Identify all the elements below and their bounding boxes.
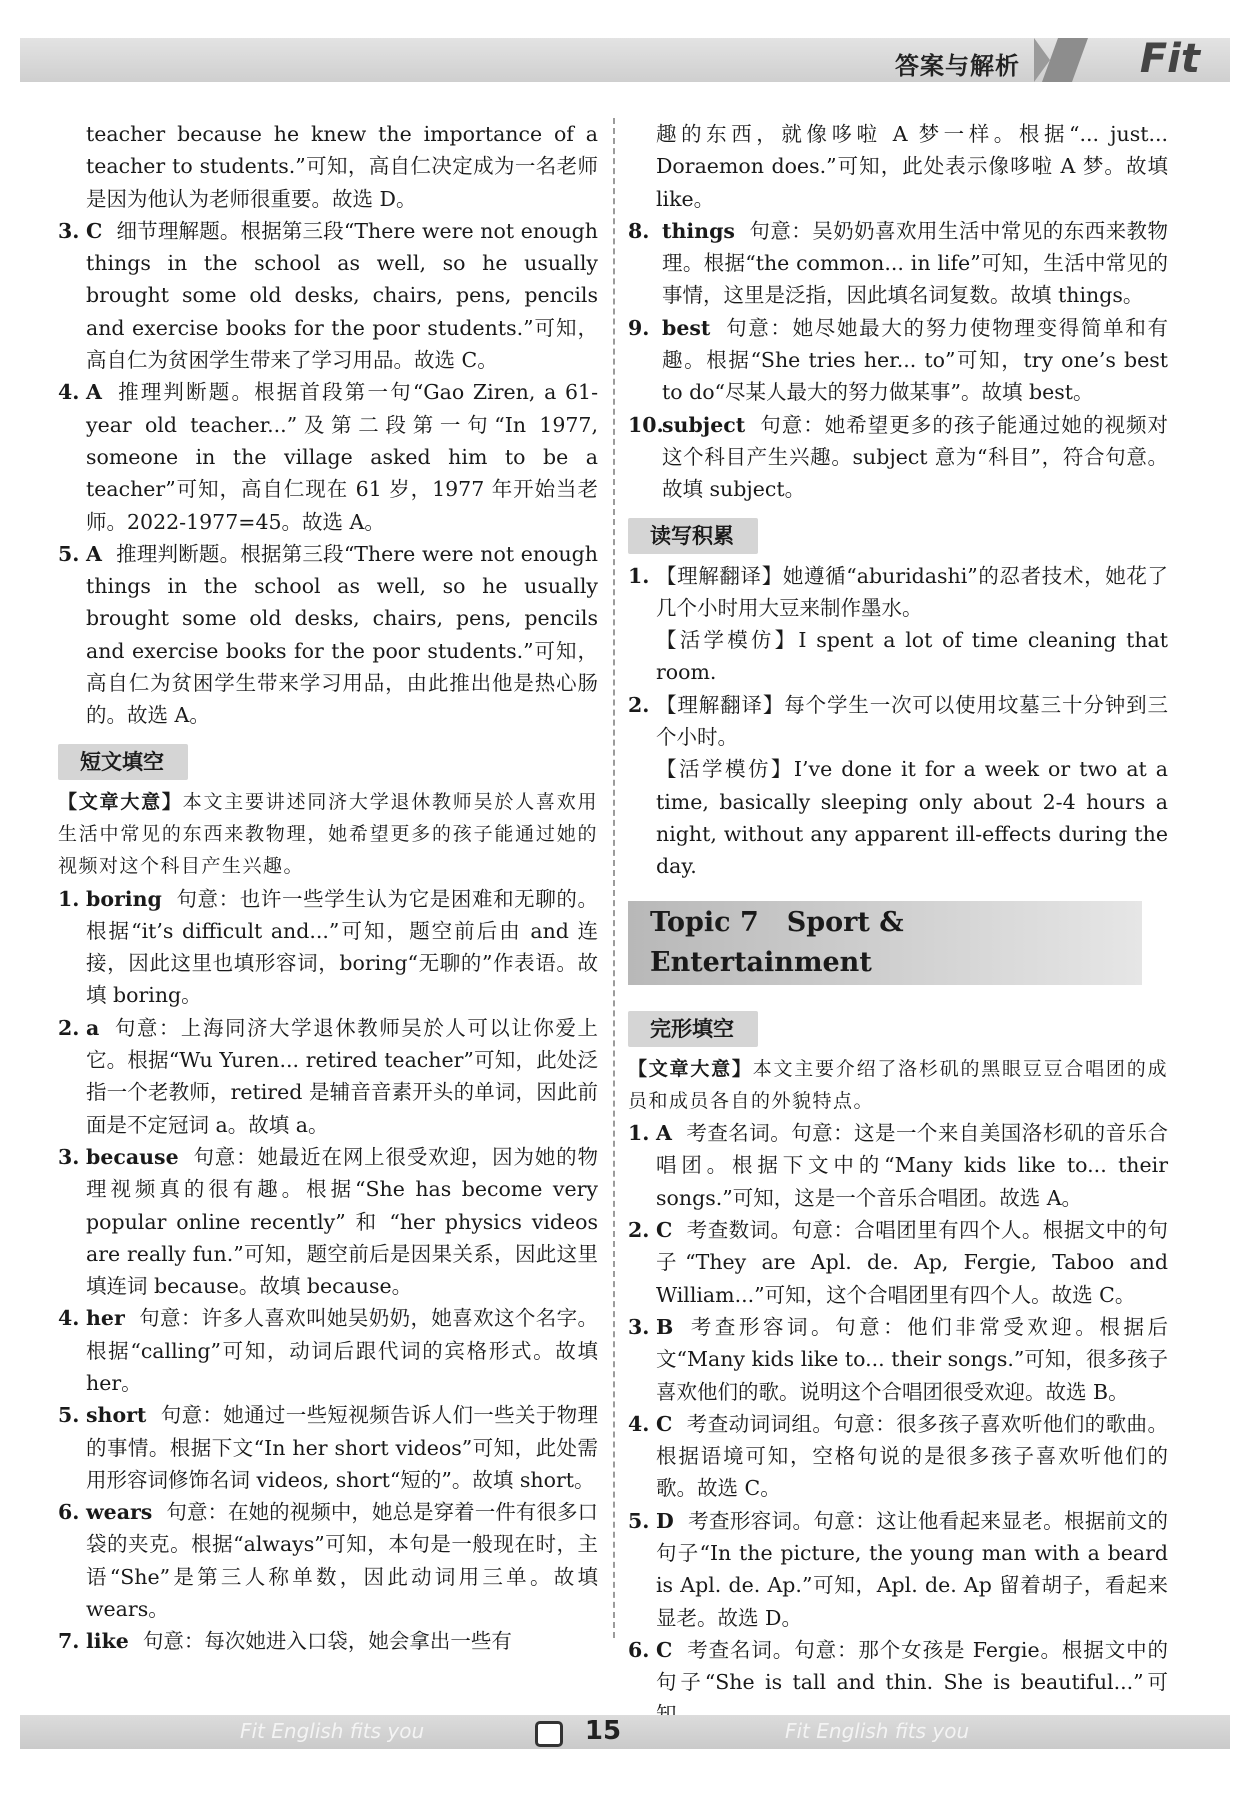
explanation-text: 推理判断题。根据第三段“There were not enough things in the school as well, so he usually brought some old desks, chairs, pens, pencils and exercise books for the poor students.”可知，高自仁为贫困学生带来学习用品，由此推出他是热心肠的。故选 A。	[86, 541, 598, 728]
item-number: 1.	[628, 563, 650, 588]
cloze-answers	[628, 1117, 1168, 1731]
item-number: 7.	[58, 1629, 80, 1654]
answer-item	[58, 1399, 598, 1496]
explanation-text: 句意：她尽她最大的努力使物理变得简单和有趣。根据“She tries her... to”可知，try one’s best to do“尽某人最大的努力做某事”。故填 best。	[662, 315, 1168, 405]
explanation-text: 考查形容词。句意：这让他看起来显老。根据前文的句子“In the picture, the young man with a beard is Apl. de. Ap.”可知，Apl. de. Ap 留着胡子，看起来显老。故选 D。	[656, 1508, 1168, 1630]
answer-item	[58, 1141, 598, 1302]
answer-item	[58, 538, 598, 732]
answer-key: short	[86, 1403, 147, 1428]
topic-number: Topic 7	[650, 906, 759, 938]
section-title-fill: 短文填空	[58, 744, 188, 780]
header-title: 答案与解析	[895, 52, 1020, 80]
summary-text: 本文主要讲述同济大学退休教师吴於人喜欢用生活中常见的东西来教物理，她希望更多的孩子能通过她的视频对这个科目产生兴趣。	[58, 790, 598, 878]
explanation-text: 考查动词词组。句意：很多孩子喜欢听他们的歌曲。根据语境可知，空格句说的是很多孩子喜欢听他们的歌。故选 C。	[656, 1411, 1168, 1501]
item-number: 3.	[628, 1314, 650, 1339]
answer-item	[628, 312, 1168, 409]
fit-logo: Fit	[1139, 36, 1200, 82]
answer-item	[628, 409, 1168, 506]
answer-key: things	[662, 218, 735, 243]
reading-answers	[58, 215, 598, 732]
footer-slogan-right: Fit English fits you	[785, 1719, 970, 1743]
answer-item	[628, 215, 1168, 312]
answer-item	[58, 376, 598, 537]
imitate-text: I’ve done it for a week or two at a time, basically sleeping only about 2-4 hours a night, without any apparent ill-effects during the day.	[656, 757, 1169, 879]
imitate-label: 【活学模仿】	[656, 628, 799, 653]
fill-answers-continued	[628, 215, 1168, 506]
answer-key: C	[86, 218, 103, 243]
item-number: 2.	[58, 1015, 80, 1040]
answer-key: because	[86, 1144, 179, 1169]
item-number: 3.	[58, 218, 80, 243]
answer-key: C	[656, 1637, 673, 1662]
item-number: 1.	[628, 1121, 650, 1146]
left-column	[58, 118, 598, 1658]
explanation-text: 考查数词。句意：合唱团里有四个人。根据文中的句子“They are Apl. de. Ap, Fergie, Taboo and William...”可知，这个合唱团里有四个人。故选 C。	[656, 1218, 1168, 1307]
answer-key: A	[86, 541, 102, 566]
item-number: 2.	[628, 692, 650, 717]
answer-item	[628, 1214, 1168, 1311]
explanation-text: 句意：她通过一些短视频告诉人们一些关于物理的事情。根据下文“In her short videos”可知，此处需用形容词修饰名词 videos, short“短的”。故填 short。	[86, 1403, 598, 1492]
item-number: 5.	[58, 541, 80, 566]
item-number: 4.	[58, 380, 80, 405]
answer-key: C	[656, 1218, 673, 1243]
answer-item	[628, 1311, 1168, 1408]
item-number: 4.	[628, 1411, 650, 1436]
answer-item	[58, 1625, 598, 1657]
answer-key: boring	[86, 886, 162, 911]
explanation-text: 推理判断题。根据首段第一句“Gao Ziren, a 61-year old teacher...”及第二段第一句“In 1977, someone in the village asked him to be a teacher”可知，高自仁现在 61 岁，1977 年开始当老师。2022-1977=45。故选 A。	[86, 380, 598, 534]
explanation-text: 句意：每次她进入口袋，她会拿出一些有	[142, 1629, 512, 1654]
explanation-text: 句意：她最近在网上很受欢迎，因为她的物理视频真的很有趣。根据“She has become very popular online recently” 和 “her physics videos are really fun.”可知，题空前后是因果关系，因此这里填连词 because。故填 because。	[86, 1144, 598, 1299]
answer-key: her	[86, 1306, 125, 1331]
item-number: 6.	[58, 1500, 80, 1525]
explanation-text: 考查形容词。句意：他们非常受欢迎。根据后文“Many kids like to... their songs.”可知，很多孩子喜欢他们的歌。说明这个合唱团很受欢迎。故选 B。	[656, 1314, 1168, 1404]
answer-item	[58, 1012, 598, 1141]
explanation-text: 句意：她希望更多的孩子能通过她的视频对这个科目产生兴趣。subject 意为“科目”，符合句意。故填 subject。	[662, 412, 1168, 502]
summary-label: 【文章大意】	[58, 790, 183, 813]
answer-item	[628, 1117, 1168, 1214]
page-footer	[20, 1715, 1230, 1749]
explanation-text: 句意：也许一些学生认为它是困难和无聊的。根据“it’s difficult and...”可知，题空前后由 and 连接，因此这里也填形容词，boring“无聊的”作表语。故填 boring。	[86, 886, 598, 1008]
explanation-text: 句意：在她的视频中，她总是穿着一件有很多口袋的夹克。根据“always”可知，本句是一般现在时，主语“She”是第三人称单数，因此动词用三单。故填 wears。	[86, 1500, 598, 1622]
reading-writing-items	[628, 560, 1168, 883]
translate-label: 【理解翻译】	[656, 563, 783, 588]
summary-label: 【文章大意】	[628, 1057, 753, 1080]
item-number: 8.	[628, 218, 650, 243]
answer-key: wears	[86, 1500, 153, 1525]
answer-key: C	[656, 1411, 673, 1436]
page-marker-icon	[535, 1721, 563, 1747]
item-number: 5.	[58, 1403, 80, 1428]
answer-item	[58, 1496, 598, 1625]
fill-answers	[58, 883, 598, 1658]
page-header	[20, 38, 1230, 82]
explanation-text: 考查名词。句意：那个女孩是 Fergie。根据文中的句子“She is tall and thin. She is beautiful...”可	[656, 1637, 1168, 1695]
answer-item	[628, 1505, 1168, 1634]
right-column	[628, 118, 1168, 1731]
answer-key: A	[86, 380, 102, 405]
continuation-text-right: 趣的东西，就像哆啦 A 梦一样。根据“... just... Doraemon does.”可知，此处表示像哆啦 A 梦。故填 like。	[656, 122, 1168, 211]
explanation-text: 细节理解题。根据第三段“There were not enough things in the school as well, so he usually brought some old desks, chairs, pens, pencils and exercise books for the poor students.”可知，高自仁为贫困学生带来了学习用品。故选 C。	[86, 218, 598, 373]
answer-key: best	[662, 315, 711, 340]
answer-item	[58, 1302, 598, 1399]
item-number: 4.	[58, 1306, 80, 1331]
answer-key: A	[656, 1121, 672, 1146]
page-number: 15	[584, 1716, 622, 1746]
item-number: 3.	[58, 1144, 80, 1169]
answer-key: B	[656, 1314, 674, 1339]
summary-text: 本文主要介绍了洛杉矶的黑眼豆豆合唱团的成员和成员各自的外貌特点。	[628, 1057, 1168, 1112]
answer-key: like	[86, 1629, 129, 1654]
answer-item	[58, 215, 598, 376]
cloze-summary	[628, 1053, 1168, 1118]
answer-key: D	[656, 1508, 674, 1533]
continuation-text: teacher because he knew the importance of a teacher to students.”可知，高自仁决定成为一名老师是因为他认为老师很重要。故选 D。	[86, 122, 598, 211]
answer-item	[628, 1408, 1168, 1505]
topic-title: Sport & Entertainment	[650, 906, 904, 978]
explanation-text: 考查名词。句意：这是一个来自美国洛杉矶的音乐合唱团。根据下文中的“Many kids like to... their songs.”可知，这是一个音乐合唱团。故选 A。	[656, 1121, 1168, 1210]
item-number: 6.	[628, 1637, 650, 1662]
item-number: 2.	[628, 1218, 650, 1243]
explanation-text: 句意：吴奶奶喜欢用生活中常见的东西来教物理。根据“the common... in life”可知，生活中常见的事情，这里是泛指，因此填名词复数。故填 things。	[662, 218, 1168, 308]
topic-banner	[628, 901, 1142, 985]
item-number: 1.	[58, 886, 80, 911]
footer-slogan-left: Fit English fits you	[240, 1719, 425, 1743]
translate-text: 每个学生一次可以使用坟墓三十分钟到三个小时。	[656, 692, 1169, 750]
article-summary	[58, 786, 598, 883]
answer-key: a	[86, 1015, 100, 1040]
item-number: 9.	[628, 315, 650, 340]
read-write-item	[628, 689, 1168, 883]
section-title-cloze: 完形填空	[628, 1011, 758, 1047]
section-title-read: 读写积累	[628, 518, 758, 554]
read-write-item	[628, 560, 1168, 689]
translate-text: 她遵循“aburidashi”的忍者技术，她花了几个小时用大豆来制作墨水。	[656, 563, 1168, 620]
explanation-text: 句意：上海同济大学退休教师吴於人可以让你爱上它。根据“Wu Yuren... retired teacher”可知，此处泛指一个老教师，retired 是辅音音素开头的单词，因此前面是不定冠词 a。故填 a。	[86, 1015, 598, 1137]
imitate-label: 【活学模仿】	[656, 757, 794, 782]
column-divider	[613, 118, 615, 1638]
imitate-text: I spent a lot of time cleaning that room.	[656, 628, 1168, 685]
explanation-text: 句意：许多人喜欢叫她吴奶奶，她喜欢这个名字。根据“calling”可知，动词后跟代词的宾格形式。故填 her。	[86, 1306, 598, 1395]
answer-item	[58, 883, 598, 1012]
item-number: 10.	[628, 412, 664, 437]
answer-key: subject	[662, 412, 746, 437]
translate-label: 【理解翻译】	[656, 692, 785, 717]
item-number: 5.	[628, 1508, 650, 1533]
